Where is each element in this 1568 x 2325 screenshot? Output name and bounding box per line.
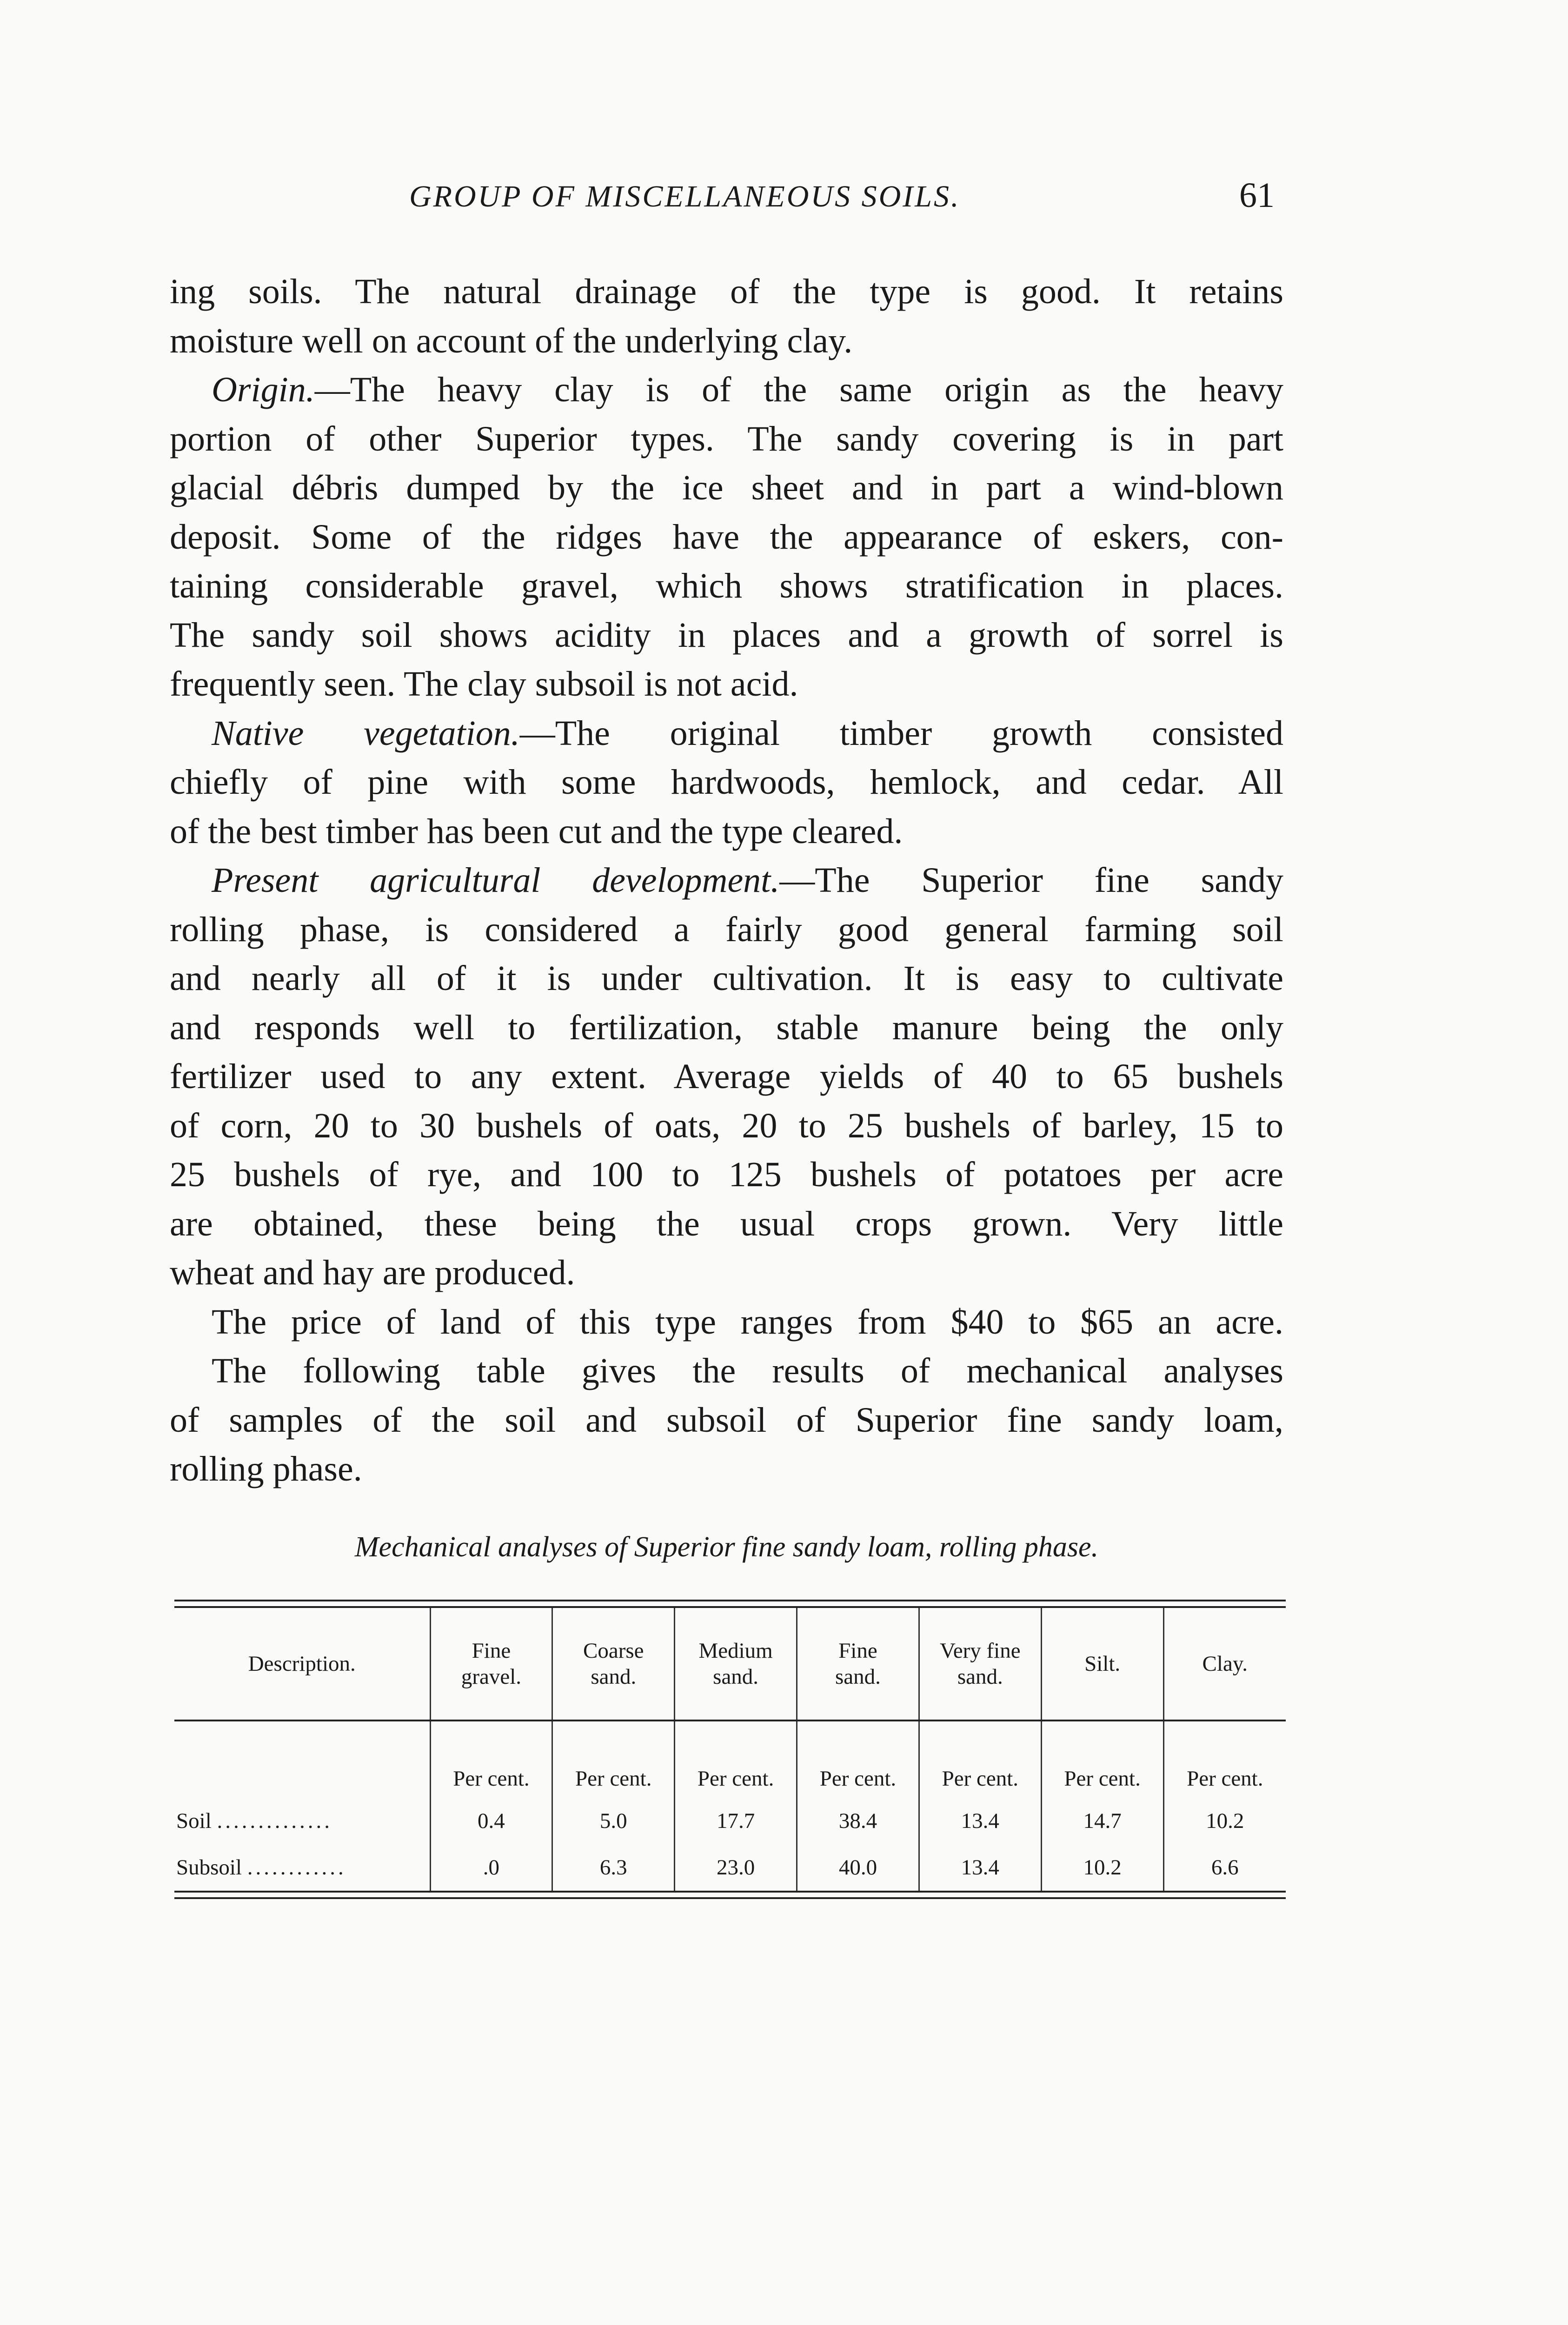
column-header-clay: [1163, 1608, 1286, 1720]
text-line: of samples of the soil and subsoil of Superior fine sandy loam,: [170, 1400, 1283, 1440]
header-text: Description.: [248, 1652, 356, 1676]
table-header-row: [174, 1608, 1286, 1720]
table-row: [174, 1844, 1286, 1891]
column-header-silt: [1041, 1608, 1163, 1720]
text-line: chiefly of pine with some hardwoods, hemlock, and cedar. All: [170, 763, 1283, 802]
text-line: moisture well on account of the underlying clay.: [170, 321, 853, 360]
text-line: fertilizer used to any extent. Average yields of 40 to 65 bushels: [170, 1057, 1283, 1096]
paragraph-table-intro: [170, 1347, 1283, 1494]
header-text: Medium: [698, 1639, 773, 1663]
table-row: [174, 1798, 1286, 1844]
text-line: The sandy soil shows acidity in places and a growth of sorrel is: [170, 615, 1283, 655]
dot-leader: ............: [247, 1855, 346, 1880]
running-title: GROUP OF MISCELLANEOUS SOILS.: [409, 179, 961, 213]
text-line: glacial débris dumped by the ice sheet and in part a wind-blown: [170, 468, 1283, 507]
page-number: 61: [1239, 176, 1275, 215]
header-text: Very fine: [940, 1639, 1021, 1663]
units-cell: Per cent.: [797, 1720, 919, 1798]
row-label-text: Subsoil: [176, 1855, 242, 1880]
paragraph-native-vegetation: [170, 709, 1283, 857]
section-heading-native-vegetation: Native vegetation.: [212, 713, 520, 753]
column-header-description: [174, 1608, 430, 1720]
units-cell: [174, 1720, 430, 1798]
table-cell: 14.7: [1041, 1798, 1163, 1844]
column-header-very-fine-sand: [919, 1608, 1041, 1720]
paragraph-agricultural-development: [170, 856, 1283, 1298]
text-line: ing soils. The natural drainage of the type is good. It retains: [170, 272, 1283, 311]
header-text: Silt.: [1084, 1652, 1121, 1676]
header-text: Fine: [472, 1639, 511, 1663]
text-line: and nearly all of it is under cultivation. It is easy to cultivate: [170, 959, 1283, 998]
units-cell: Per cent.: [552, 1720, 675, 1798]
units-cell: Per cent.: [675, 1720, 797, 1798]
units-cell: Per cent.: [919, 1720, 1041, 1798]
table-cell: 38.4: [797, 1798, 919, 1844]
text-line: are obtained, these being the usual crops grown. Very little: [170, 1204, 1283, 1243]
table-cell: .0: [430, 1844, 552, 1891]
text-line: The price of land of this type ranges from $40 to $65 an acre.: [212, 1302, 1283, 1342]
text-line: 25 bushels of rye, and 100 to 125 bushels of potatoes per acre: [170, 1155, 1283, 1194]
table-cell: 6.6: [1163, 1844, 1286, 1891]
text-line: rolling phase.: [170, 1449, 362, 1488]
table-cell: 40.0: [797, 1844, 919, 1891]
dot-leader: ..............: [217, 1809, 333, 1833]
header-text: sand.: [835, 1665, 881, 1689]
text-fragment: —The Superior fine sandy: [779, 861, 1283, 900]
column-header-fine-gravel: [430, 1608, 552, 1720]
header-text: sand.: [591, 1665, 637, 1689]
text-line: [170, 856, 1283, 905]
column-header-fine-sand: [797, 1608, 919, 1720]
table-bottom-rule: [174, 1891, 1286, 1899]
section-heading-agricultural-development: Present agricultural development.: [212, 861, 780, 900]
units-row: [174, 1720, 1286, 1798]
text-line: and responds well to fertilization, stable manure being the only: [170, 1008, 1283, 1047]
table-cell: 13.4: [919, 1798, 1041, 1844]
analysis-table: [174, 1608, 1286, 1891]
running-head: [0, 176, 1568, 221]
header-text: sand.: [957, 1665, 1003, 1689]
text-line: of corn, 20 to 30 bushels of oats, 20 to 25 bushels of barley, 15 to: [170, 1106, 1283, 1145]
text-line: [170, 709, 1283, 758]
row-label: [174, 1798, 430, 1844]
paragraph-drainage: [170, 267, 1283, 365]
header-text: gravel.: [461, 1665, 522, 1689]
paragraph-land-price: [170, 1298, 1283, 1347]
units-cell: Per cent.: [430, 1720, 552, 1798]
row-label-text: Soil: [176, 1809, 212, 1833]
header-text: Coarse: [583, 1639, 644, 1663]
column-header-coarse-sand: [552, 1608, 675, 1720]
table-cell: 0.4: [430, 1798, 552, 1844]
units-cell: Per cent.: [1163, 1720, 1286, 1798]
column-header-medium-sand: [675, 1608, 797, 1720]
table-cell: 23.0: [675, 1844, 797, 1891]
table-cell: 10.2: [1041, 1844, 1163, 1891]
table-cell: 6.3: [552, 1844, 675, 1891]
header-text: Fine: [838, 1639, 877, 1663]
text-fragment: —The heavy clay is of the same origin as the heavy: [314, 370, 1283, 409]
text-line: [170, 365, 1283, 415]
text-line: portion of other Superior types. The sandy covering is in part: [170, 419, 1283, 458]
body-text: [170, 267, 1283, 1494]
units-cell: Per cent.: [1041, 1720, 1163, 1798]
section-heading-origin: Origin.: [212, 370, 315, 409]
header-text: Clay.: [1202, 1652, 1248, 1676]
text-fragment: —The original timber growth consisted: [519, 713, 1283, 753]
table-cell: 10.2: [1163, 1798, 1286, 1844]
row-label: [174, 1844, 430, 1891]
text-line: The following table gives the results of mechanical analyses: [212, 1351, 1283, 1390]
table-cell: 5.0: [552, 1798, 675, 1844]
table-cell: 17.7: [675, 1798, 797, 1844]
table-top-rule: [174, 1600, 1286, 1608]
text-line: of the best timber has been cut and the type cleared.: [170, 811, 903, 851]
text-line: rolling phase, is considered a fairly good general farming soil: [170, 910, 1283, 949]
header-text: sand.: [713, 1665, 759, 1689]
text-line: taining considerable gravel, which shows stratification in places.: [170, 566, 1283, 605]
text-line: deposit. Some of the ridges have the appearance of eskers, con-: [170, 517, 1283, 557]
paragraph-origin: [170, 365, 1283, 709]
text-line: frequently seen. The clay subsoil is not acid.: [170, 664, 798, 704]
text-line: wheat and hay are produced.: [170, 1253, 575, 1292]
table-caption: Mechanical analyses of Superior fine sandy loam, rolling phase.: [354, 1531, 1099, 1563]
table-cell: 13.4: [919, 1844, 1041, 1891]
mechanical-analyses-table: [174, 1600, 1286, 1899]
